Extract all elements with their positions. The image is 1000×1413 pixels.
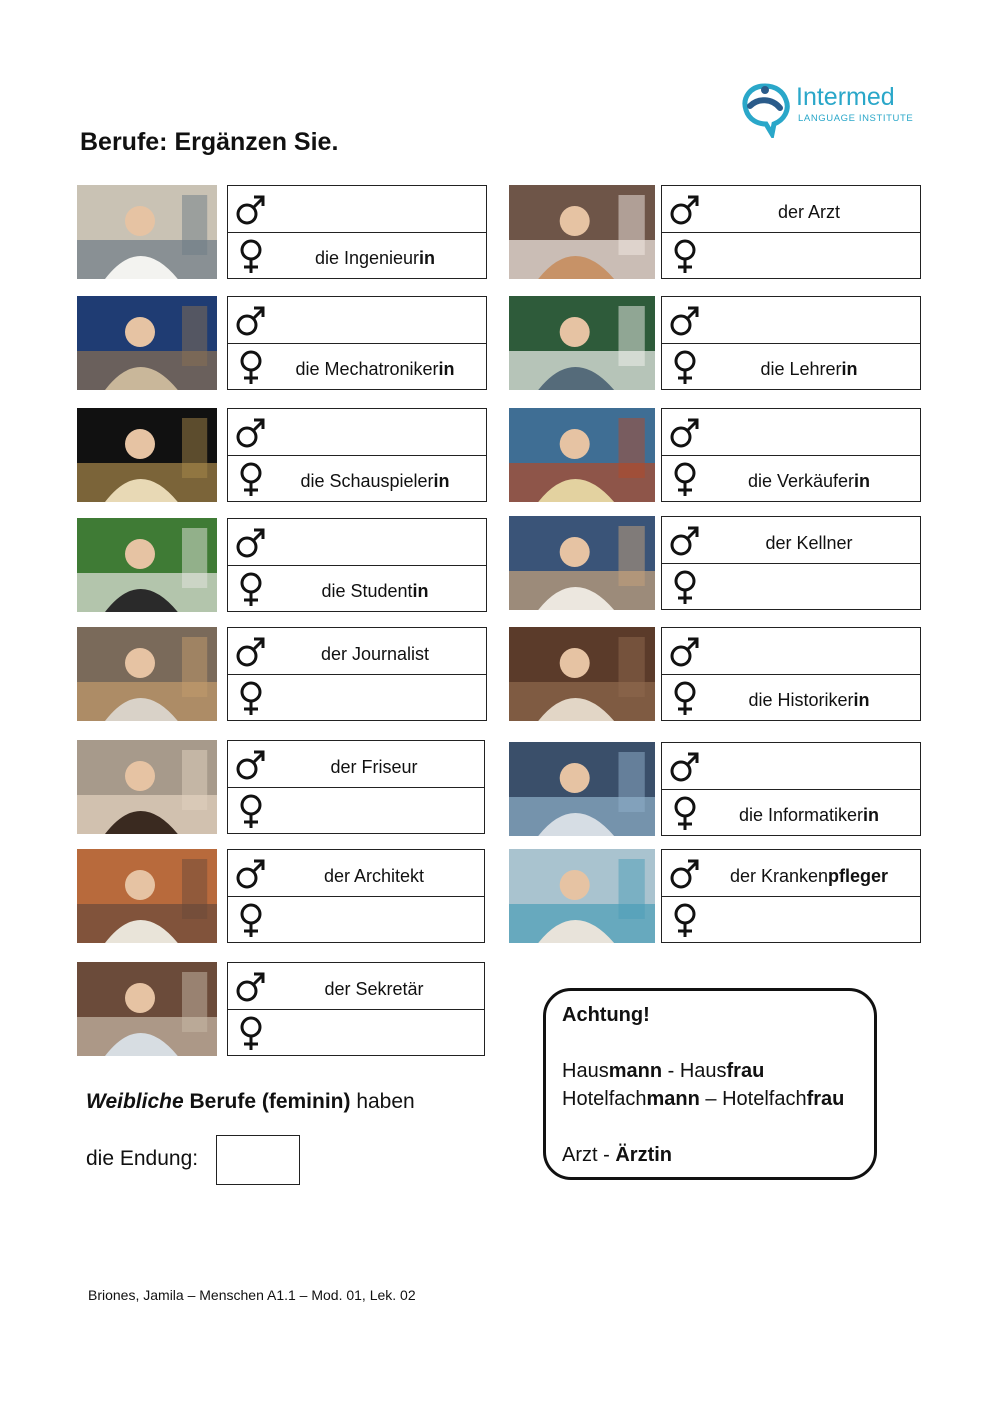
female-word (268, 232, 482, 278)
profession-photo (77, 627, 217, 721)
male-field[interactable] (662, 743, 920, 790)
female-field[interactable] (662, 232, 920, 278)
right-row-7 (509, 849, 921, 947)
word-bold: pfleger (828, 865, 889, 886)
male-word (268, 519, 482, 565)
female-icon (668, 680, 702, 716)
male-word (268, 963, 480, 1009)
word-bold: in (841, 358, 858, 379)
word-bold: in (863, 804, 880, 825)
note-line-2: Hotelfachmann – Hotelfachfrau (562, 1088, 845, 1110)
word-bold: in (853, 689, 870, 710)
profession-photo (509, 408, 655, 502)
female-word (702, 896, 916, 942)
male-icon (234, 747, 268, 783)
note-heading: Achtung! (562, 1004, 650, 1026)
male-word (702, 517, 916, 563)
male-word (268, 297, 482, 343)
female-field[interactable] (228, 787, 484, 833)
note-box (543, 988, 877, 1180)
female-word (268, 565, 482, 611)
left-row-3 (77, 408, 487, 506)
ending-label: die Endung: (86, 1147, 199, 1170)
answer-box (227, 408, 487, 502)
left-row-5 (77, 627, 487, 725)
female-field[interactable] (662, 789, 920, 835)
male-icon (668, 303, 702, 339)
ending-answer-box[interactable] (216, 1135, 300, 1185)
word-regular: die Lehrer (760, 358, 842, 379)
female-field[interactable] (228, 232, 486, 278)
male-word (268, 741, 480, 787)
female-field[interactable] (228, 674, 486, 720)
right-row-2 (509, 296, 921, 394)
female-field[interactable] (662, 455, 920, 501)
profession-photo (509, 849, 655, 943)
male-field[interactable] (228, 850, 484, 897)
answer-box (661, 627, 921, 721)
word-regular: der Journalist (320, 643, 430, 664)
female-word (268, 455, 482, 501)
answer-box (227, 296, 487, 390)
right-row-4 (509, 516, 921, 614)
word-regular: die Ingenieur (314, 247, 420, 268)
word-regular: der Arzt (777, 201, 841, 222)
word-regular: die Mechatroniker (295, 358, 439, 379)
female-field[interactable] (228, 896, 484, 942)
word-regular: die Student (321, 580, 413, 601)
word-bold: in (438, 358, 455, 379)
logo-subtitle: LANGUAGE INSTITUTE (798, 113, 914, 124)
profession-photo (509, 185, 655, 279)
male-word (702, 850, 916, 896)
answer-box (661, 742, 921, 836)
left-row-6 (77, 740, 485, 838)
female-word (268, 787, 480, 833)
note-line-3: Arzt - Ärztin (562, 1144, 673, 1166)
rule-italic-bold: Weibliche (86, 1090, 184, 1113)
female-word (268, 896, 480, 942)
male-icon (234, 969, 268, 1005)
female-icon (668, 795, 702, 831)
female-icon (234, 902, 268, 938)
male-word (702, 297, 916, 343)
word-regular: der Architekt (323, 865, 425, 886)
logo (736, 80, 916, 138)
female-word (702, 674, 916, 720)
male-field[interactable] (228, 519, 486, 566)
profession-photo (77, 185, 217, 279)
answer-box (227, 962, 485, 1056)
answer-box (661, 185, 921, 279)
female-icon (234, 793, 268, 829)
male-field[interactable] (228, 409, 486, 456)
word-regular: die Schauspieler (300, 470, 434, 491)
word-regular: die Historiker (748, 689, 854, 710)
word-regular: der Kellner (765, 532, 853, 553)
male-field[interactable] (228, 628, 486, 675)
male-word (268, 628, 482, 674)
right-row-1 (509, 185, 921, 283)
male-icon (668, 415, 702, 451)
left-row-4 (77, 518, 487, 616)
answer-box (661, 516, 921, 610)
male-icon (234, 192, 268, 228)
female-icon (234, 238, 268, 274)
male-field[interactable] (662, 850, 920, 897)
profession-photo (77, 849, 217, 943)
male-word (702, 186, 916, 232)
male-icon (234, 303, 268, 339)
word-bold: in (412, 580, 429, 601)
female-icon (668, 238, 702, 274)
profession-photo (509, 516, 655, 610)
word-regular: der Sekretär (324, 978, 424, 999)
female-field[interactable] (662, 896, 920, 942)
male-field[interactable] (662, 409, 920, 456)
female-field[interactable] (228, 565, 486, 611)
female-word (268, 343, 482, 389)
word-regular: der Kranken (729, 865, 829, 886)
logo-icon (736, 80, 794, 138)
male-field[interactable] (662, 297, 920, 344)
answer-box (227, 185, 487, 279)
female-field[interactable] (228, 343, 486, 389)
male-icon (668, 192, 702, 228)
female-icon (668, 349, 702, 385)
female-field[interactable] (228, 455, 486, 501)
male-field[interactable] (662, 517, 920, 564)
note-line-1: Hausmann - Hausfrau (562, 1060, 765, 1082)
word-regular: die Informatiker (738, 804, 864, 825)
male-field[interactable] (662, 186, 920, 233)
word-bold: in (854, 470, 871, 491)
female-word (268, 1009, 480, 1055)
left-row-2 (77, 296, 487, 394)
female-field[interactable] (662, 674, 920, 720)
female-icon (668, 461, 702, 497)
left-row-7 (77, 849, 485, 947)
rule-sentence (86, 1090, 415, 1114)
answer-box (227, 627, 487, 721)
left-row-8 (77, 962, 485, 1060)
male-word (268, 186, 482, 232)
male-field[interactable] (228, 741, 484, 788)
male-icon (234, 525, 268, 561)
profession-photo (77, 962, 217, 1056)
male-icon (234, 415, 268, 451)
word-regular: die Verkäufer (747, 470, 855, 491)
page-title: Berufe: Ergänzen Sie. (80, 128, 339, 156)
profession-photo (77, 408, 217, 502)
answer-box (227, 740, 485, 834)
female-word (702, 232, 916, 278)
female-icon (668, 902, 702, 938)
female-field[interactable] (662, 563, 920, 609)
female-word (702, 455, 916, 501)
female-word (268, 674, 482, 720)
male-icon (668, 749, 702, 785)
female-field[interactable] (228, 1009, 484, 1055)
answer-box (227, 518, 487, 612)
female-icon (234, 1015, 268, 1051)
male-field[interactable] (228, 186, 486, 233)
male-icon (668, 856, 702, 892)
answer-box (661, 296, 921, 390)
female-field[interactable] (662, 343, 920, 389)
left-row-1 (77, 185, 487, 283)
male-icon (668, 634, 702, 670)
male-icon (234, 856, 268, 892)
rule-bold: Berufe (feminin) (183, 1090, 351, 1113)
male-word (702, 743, 916, 789)
answer-box (661, 849, 921, 943)
right-row-3 (509, 408, 921, 506)
male-field[interactable] (228, 297, 486, 344)
female-icon (668, 569, 702, 605)
male-field[interactable] (662, 628, 920, 675)
female-icon (234, 349, 268, 385)
male-icon (668, 523, 702, 559)
female-icon (234, 571, 268, 607)
right-row-5 (509, 627, 921, 725)
female-icon (234, 680, 268, 716)
answer-box (227, 849, 485, 943)
male-word (268, 409, 482, 455)
female-word (702, 789, 916, 835)
profession-photo (509, 742, 655, 836)
male-word (268, 850, 480, 896)
female-word (702, 563, 916, 609)
word-regular: der Friseur (330, 756, 418, 777)
profession-photo (77, 740, 217, 834)
profession-photo (509, 296, 655, 390)
logo-name: Intermed (796, 83, 895, 111)
rule-plain: haben (350, 1090, 415, 1113)
female-word (702, 343, 916, 389)
male-word (702, 628, 916, 674)
footer-credit: Briones, Jamila – Menschen A1.1 – Mod. 01, Lek. 02 (88, 1287, 416, 1303)
profession-photo (509, 627, 655, 721)
male-icon (234, 634, 268, 670)
male-word (702, 409, 916, 455)
profession-photo (77, 518, 217, 612)
right-row-6 (509, 742, 921, 840)
word-bold: in (433, 470, 450, 491)
male-field[interactable] (228, 963, 484, 1010)
answer-box (661, 408, 921, 502)
female-icon (234, 461, 268, 497)
word-bold: in (419, 247, 436, 268)
profession-photo (77, 296, 217, 390)
